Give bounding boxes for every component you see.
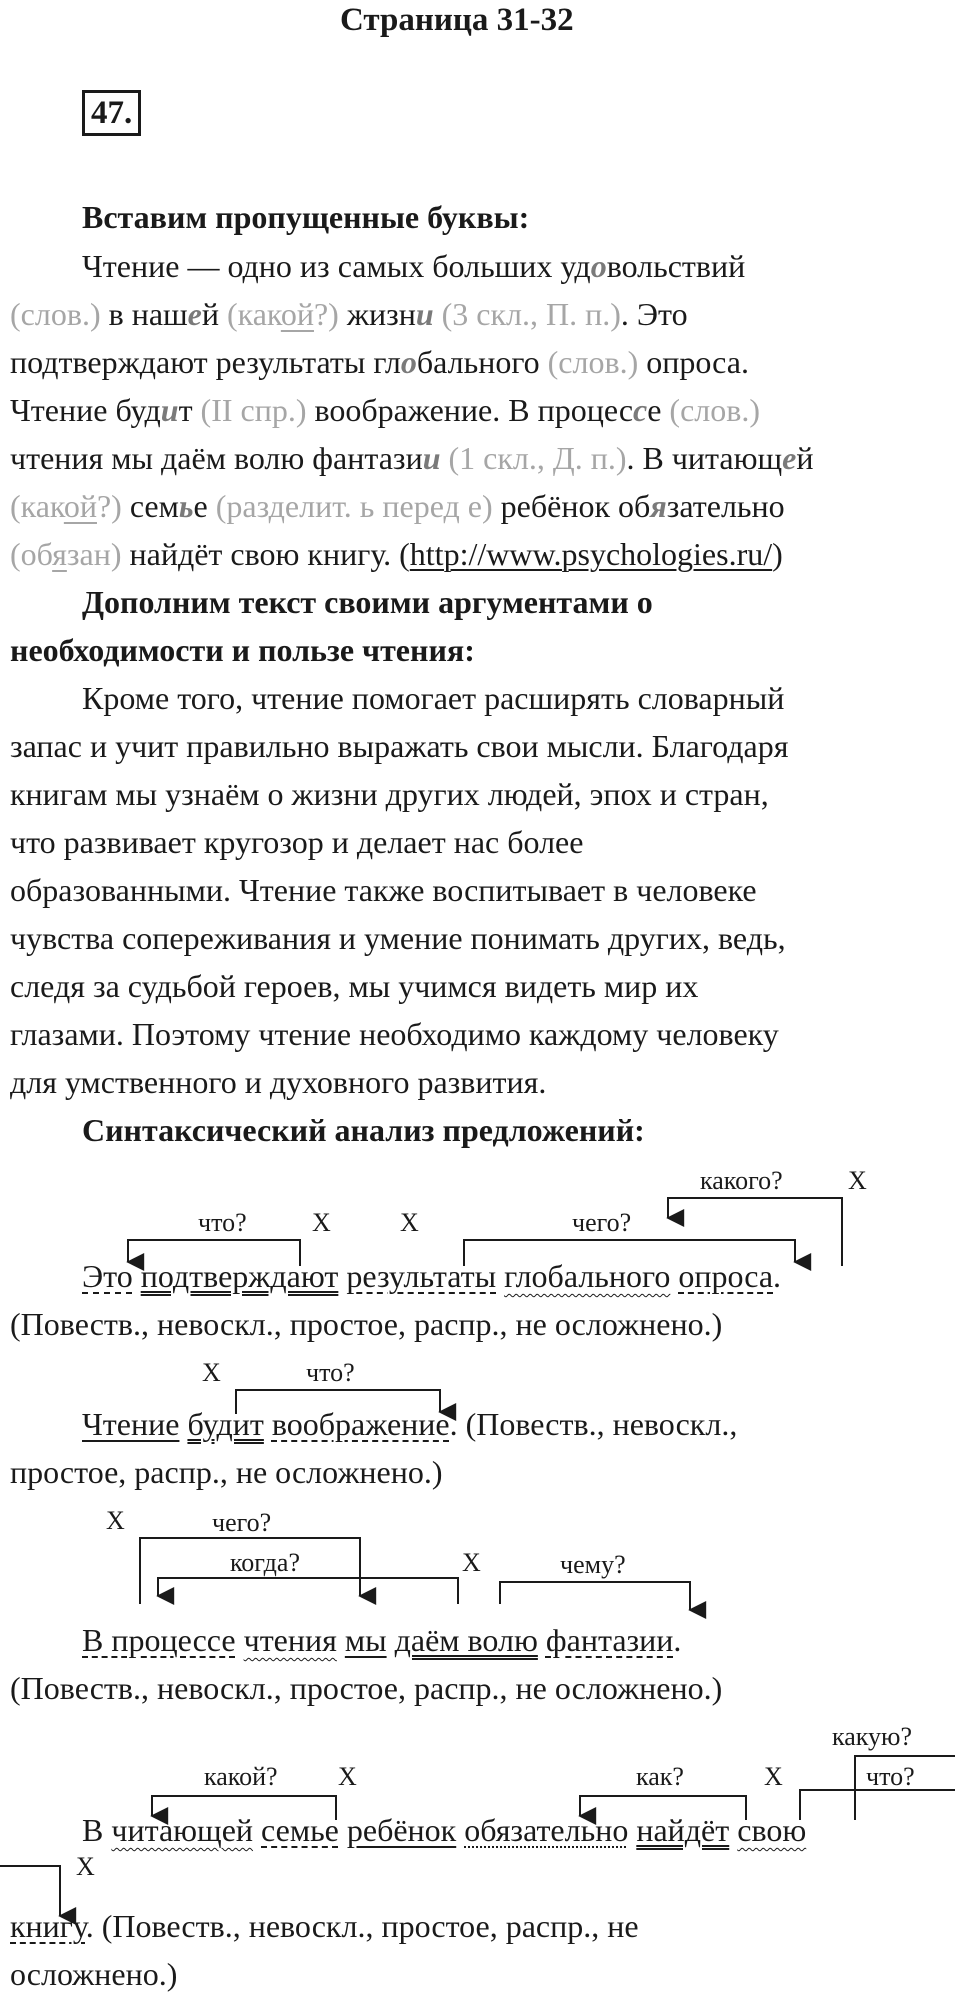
task3-heading: Синтаксический анализ предложений: [82, 1112, 645, 1148]
task1-heading: Вставим пропущенные буквы: [82, 199, 530, 235]
word-subject: Чтение [82, 1406, 180, 1442]
question-arrow [500, 1582, 690, 1610]
omission-mark: X [848, 1166, 867, 1195]
omission-mark: X [764, 1762, 783, 1791]
word-attribute: глобального [504, 1258, 671, 1294]
source-link[interactable]: http://www.psychologies.ru/ [409, 536, 773, 572]
question-arrow [668, 1198, 842, 1266]
task2-text-line: что развивает кругозор и делает нас более [10, 824, 584, 860]
sentence-4: В читающей семье ребёнок обязательно найдёт свою [82, 1812, 807, 1848]
question-label: чего? [212, 1508, 272, 1537]
task2-text-line: Кроме того, чтение помогает расширять словарный [82, 680, 785, 716]
word-predicate: подтверждают [140, 1258, 339, 1294]
task2-text-line: чувства сопереживания и умение понимать других, ведь, [10, 920, 786, 956]
word-attribute: читающей [111, 1812, 254, 1848]
question-label: что? [198, 1208, 247, 1237]
word-attribute: свою [737, 1812, 807, 1848]
omission-mark: X [202, 1358, 221, 1387]
word-object: результаты [346, 1258, 497, 1294]
sentence-3: В процессе чтения мы даём волю фантазии. [82, 1622, 682, 1658]
question-label: что? [866, 1762, 915, 1791]
task1-line-7: (обязан) найдёт свою книгу. (http://www.psychologies.ru/) [10, 536, 783, 572]
question-arrow [236, 1390, 440, 1414]
question-label: какой? [204, 1762, 278, 1791]
question-arrow [464, 1240, 795, 1266]
word-adverbial: обязательно [464, 1812, 629, 1848]
word-object: фантазии [545, 1622, 674, 1658]
omission-mark: X [338, 1762, 357, 1791]
word-attribute: чтения [243, 1622, 337, 1658]
task1-line-1: Чтение — одно из самых больших удовольствий [82, 248, 746, 284]
omission-mark: X [76, 1852, 95, 1881]
question-label: какого? [700, 1166, 783, 1195]
question-label: когда? [230, 1548, 300, 1577]
question-arrow [800, 1790, 955, 1820]
word-object: книгу [10, 1908, 86, 1944]
sentence-4-continued: книгу. (Повеств., невоскл., простое, распр., не [10, 1908, 639, 1944]
task2-text-line: запас и учит правильно выражать свои мысли. Благодаря [10, 728, 789, 764]
question-label: какую? [832, 1722, 913, 1751]
omission-mark: X [462, 1548, 481, 1577]
task2-text-line: образованными. Чтение также воспитывает в человеке [10, 872, 757, 908]
question-arrow [158, 1578, 458, 1604]
word-subject: ребёнок [346, 1812, 457, 1848]
omission-mark: X [400, 1208, 419, 1237]
page-title: Страница 31-32 [340, 2, 574, 38]
word-subject: мы [344, 1622, 387, 1658]
task2-text-line: глазами. Поэтому чтение необходимо каждому человеку [10, 1016, 779, 1052]
task2-text-line: следя за судьбой героев, мы учимся видеть мир их [10, 968, 699, 1004]
word-predicate: даём волю [394, 1622, 538, 1658]
word-predicate: найдёт [636, 1812, 730, 1848]
task2-text-line: книгам мы узнаём о жизни других людей, эпох и стран, [10, 776, 769, 812]
word-adverbial: В процессе [82, 1622, 236, 1658]
sentence-1-characteristic: (Повеств., невоскл., простое, распр., не осложнено.) [10, 1306, 723, 1342]
task1-line-4: Чтение будит (II спр.) воображение. В процессе (слов.) [10, 392, 761, 428]
question-arrow [855, 1756, 955, 1820]
question-arrow [140, 1538, 360, 1604]
question-arrow [580, 1796, 746, 1820]
word-object: воображение [271, 1406, 450, 1442]
task1-line-3: подтверждают результаты глобального (слов.) опроса. [10, 344, 749, 380]
question-label: что? [306, 1358, 355, 1387]
sentence-1: Это подтверждают результаты глобального опроса. [82, 1258, 782, 1294]
sentence-3-characteristic: (Повеств., невоскл., простое, распр., не осложнено.) [10, 1670, 723, 1706]
task1-line-2: (слов.) в нашей (какой?) жизни (3 скл., П. п.). Это [10, 296, 688, 332]
sentence-2: Чтение будит воображение. (Повеств., невоскл., [82, 1406, 738, 1442]
task2-heading-line-1: Дополним текст своими аргументами о [82, 584, 653, 620]
task1-line-5: чтения мы даём волю фантазии (1 скл., Д. п.). В читающей [10, 440, 814, 476]
question-label: как? [636, 1762, 684, 1791]
task2-heading-line-2: необходимости и пользе чтения: [10, 632, 475, 668]
exercise-number: 47. [82, 90, 141, 136]
word-object: опроса [678, 1258, 774, 1294]
question-arrow [128, 1240, 300, 1266]
task2-text-line: для умственного и духовного развития. [10, 1064, 547, 1100]
omission-mark: X [312, 1208, 331, 1237]
task1-line-6: (какой?) семье (разделит. ь перед е) ребёнок обязательно [10, 488, 785, 524]
word-subject: Это [82, 1258, 133, 1294]
question-arrow [0, 1866, 60, 1916]
question-label: чему? [560, 1550, 626, 1579]
omission-mark: X [106, 1506, 125, 1535]
sentence-4-characteristic: осложнено.) [10, 1956, 178, 1992]
question-arrow [152, 1796, 336, 1820]
word-adverbial: семье [261, 1812, 339, 1848]
question-label: чего? [572, 1208, 632, 1237]
word-predicate: будит [187, 1406, 264, 1442]
sentence-2-characteristic: простое, распр., не осложнено.) [10, 1454, 443, 1490]
